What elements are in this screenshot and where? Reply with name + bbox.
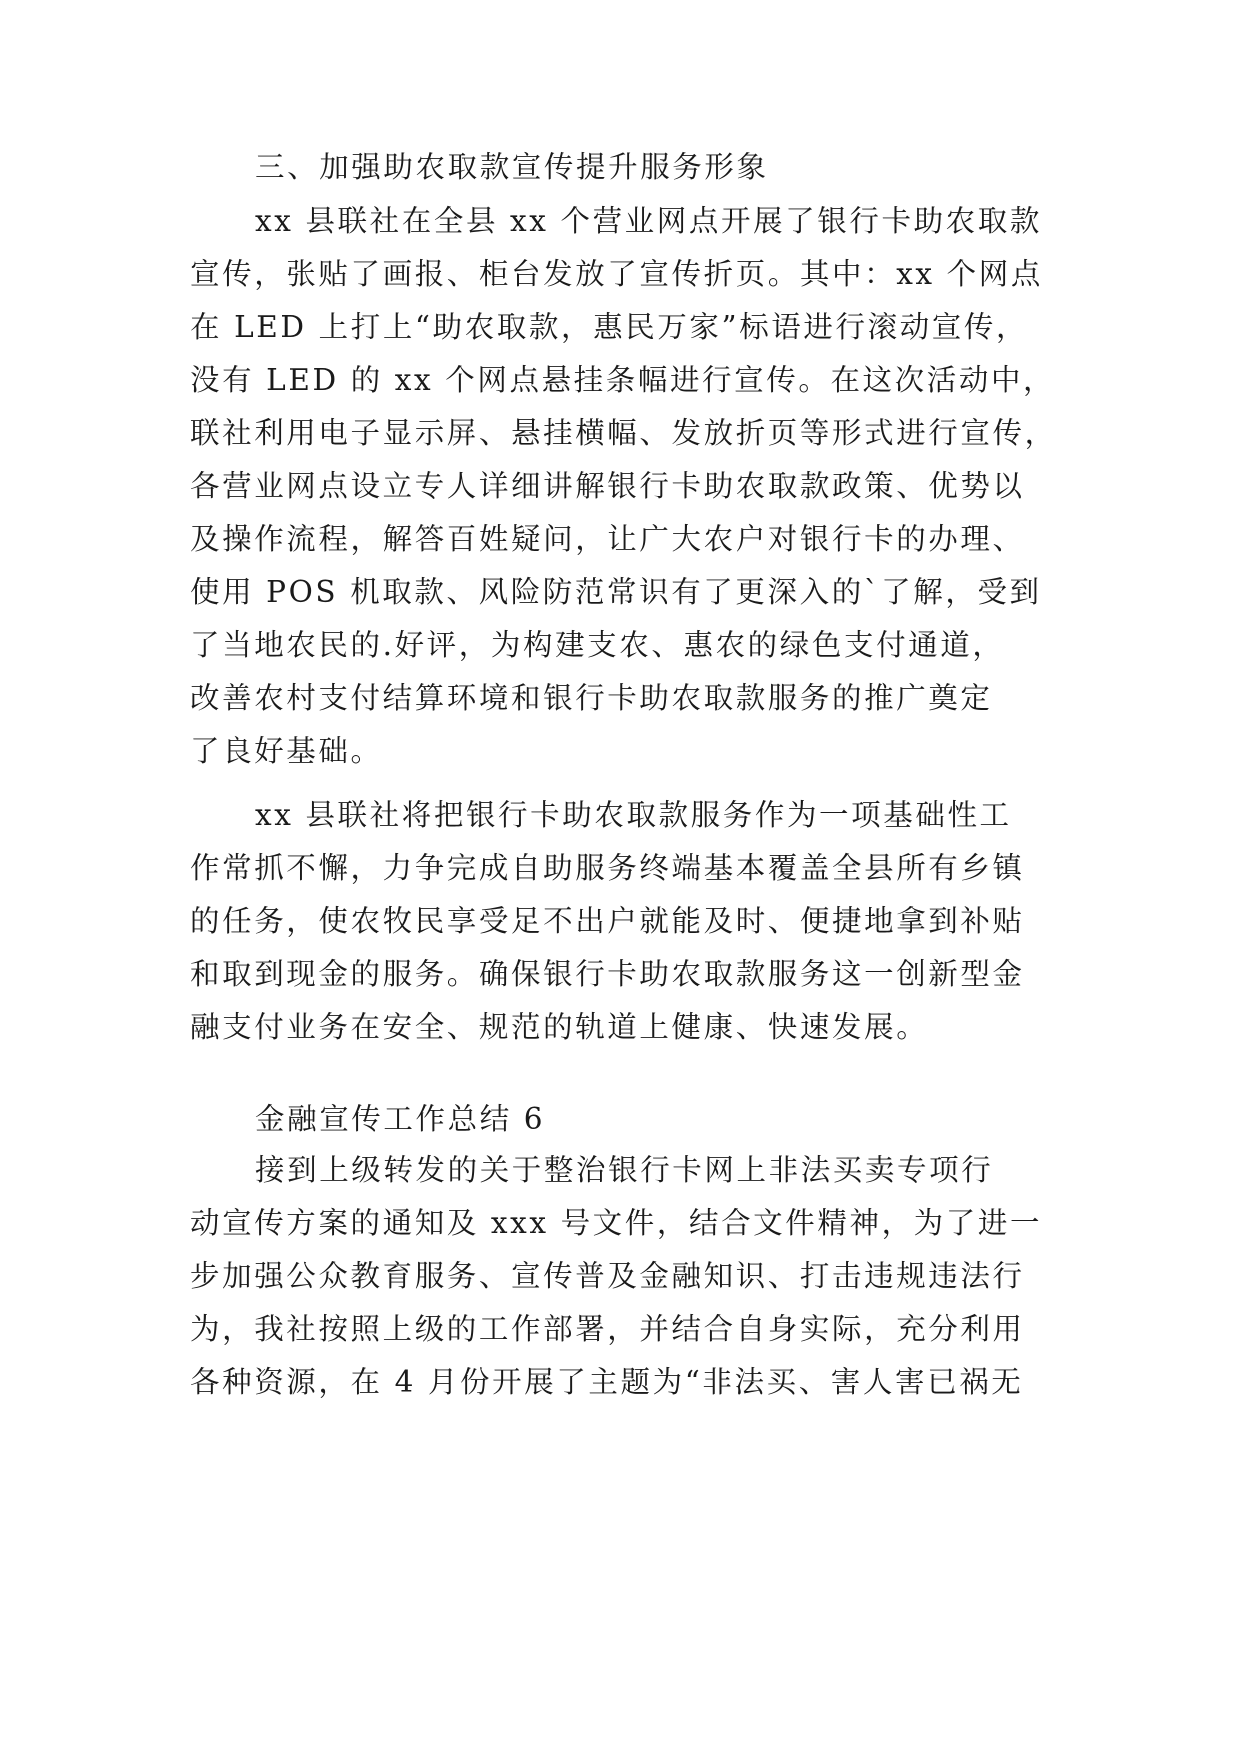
paragraph-line: 了良好基础。 xyxy=(190,734,383,768)
paragraph-line: 没有 LED 的 xx 个网点悬挂条幅进行宣传。在这次活动中， xyxy=(190,363,1056,397)
paragraph-line: 了当地农民的.好评，为构建支农、惠农的绿色支付通道， xyxy=(190,628,1005,662)
paragraph-line: 步加强公众教育服务、宣传普及金融知识、打击违规违法行 xyxy=(190,1259,1025,1293)
paragraph-line: 在 LED 上打上“助农取款，惠民万家”标语进行滚动宣传， xyxy=(190,310,1029,344)
paragraph-line: 融支付业务在安全、规范的轨道上健康、快速发展。 xyxy=(190,1010,929,1044)
paragraph-line: 联社利用电子显示屏、悬挂横幅、发放折页等形式进行宣传， xyxy=(190,416,1057,450)
paragraph-line: 作常抓不懈，力争完成自助服务终端基本覆盖全县所有乡镇 xyxy=(190,851,1025,885)
section-heading: 三、加强助农取款宣传提升服务形象 xyxy=(255,150,769,184)
paragraph-line: 接到上级转发的关于整治银行卡网上非法买卖专项行 xyxy=(255,1153,994,1187)
paragraph-line: 宣传，张贴了画报、柜台发放了宣传折页。其中：xx 个网点 xyxy=(190,257,1043,291)
paragraph-line: 及操作流程，解答百姓疑问，让广大农户对银行卡的办理、 xyxy=(190,522,1025,556)
paragraph-line: 动宣传方案的通知及 xxx 号文件，结合文件精神，为了进一 xyxy=(190,1206,1043,1240)
paragraph-line: 改善农村支付结算环境和银行卡助农取款服务的推广奠定 xyxy=(190,681,993,715)
paragraph-line: 和取到现金的服务。确保银行卡助农取款服务这一创新型金 xyxy=(190,957,1025,991)
paragraph-line: 使用 POS 机取款、风险防范常识有了更深入的`了解，受到 xyxy=(190,575,1042,609)
paragraph-line: 各种资源，在 4 月份开展了主题为“非法买、害人害已祸无 xyxy=(190,1365,1024,1399)
paragraph-line: xx 县联社在全县 xx 个营业网点开展了银行卡助农取款 xyxy=(255,204,1042,238)
paragraph-line: 为，我社按照上级的工作部署，并结合自身实际，充分利用 xyxy=(190,1312,1025,1346)
paragraph-line: 的任务，使农牧民享受足不出户就能及时、便捷地拿到补贴 xyxy=(190,904,1025,938)
paragraph-line: 各营业网点设立专人详细讲解银行卡助农取款政策、优势以 xyxy=(190,469,1025,503)
paragraph-line: xx 县联社将把银行卡助农取款服务作为一项基础性工 xyxy=(255,798,1012,832)
section-title: 金融宣传工作总结 6 xyxy=(255,1102,546,1136)
